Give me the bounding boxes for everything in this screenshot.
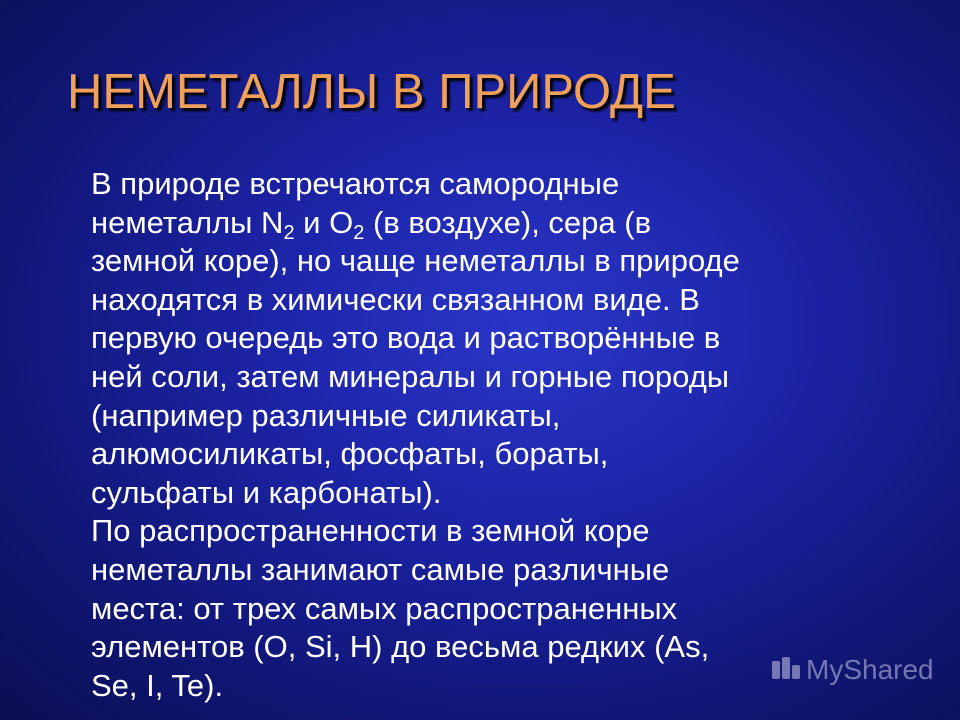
paragraph1-line1: В природе встречаются самородные: [91, 166, 620, 201]
paragraph1-line6: ней соли, затем минералы и горные породы: [91, 358, 730, 394]
paragraph1-line3: земной коре), но чаще неметаллы в природе: [91, 243, 740, 279]
watermark: [770, 654, 934, 686]
paragraph1-line9: сульфаты и карбонаты).: [91, 474, 442, 510]
paragraph2-line1: По распространенности в земной коре: [91, 513, 650, 549]
paragraph1-line7: (например различные силикаты,: [91, 397, 561, 433]
paragraph1-line8: алюмосиликаты, фосфаты, бораты,: [91, 436, 609, 472]
paragraph2-line2: неметаллы занимают самые различные: [91, 551, 670, 587]
slide-title: НЕМЕТАЛЛЫ В ПРИРОДЕ: [67, 65, 676, 119]
line2-text-b: и O: [294, 204, 354, 240]
slide-body: [91, 165, 891, 705]
myshared-logo-icon: [770, 655, 802, 683]
paragraph1-line2: [91, 204, 891, 243]
line2-text-c: (в воздухе), сера (в: [364, 204, 652, 240]
paragraph1-line5: первую очередь это вода и растворённые в: [91, 320, 721, 356]
watermark-text: MyShared: [806, 654, 934, 685]
paragraph2-line5: Se, I, Te).: [91, 667, 224, 703]
line2-text-a: неметаллы N: [91, 204, 284, 240]
subscript-2: 2: [283, 221, 295, 244]
paragraph2-line4: элементов (O, Si, H) до весьма редких (As,: [91, 629, 710, 665]
paragraph1-line4: находятся в химически связанном виде. В: [91, 281, 700, 317]
paragraph2-line3: места: от трех самых распространенных: [91, 590, 678, 626]
subscript-2: 2: [353, 221, 365, 244]
